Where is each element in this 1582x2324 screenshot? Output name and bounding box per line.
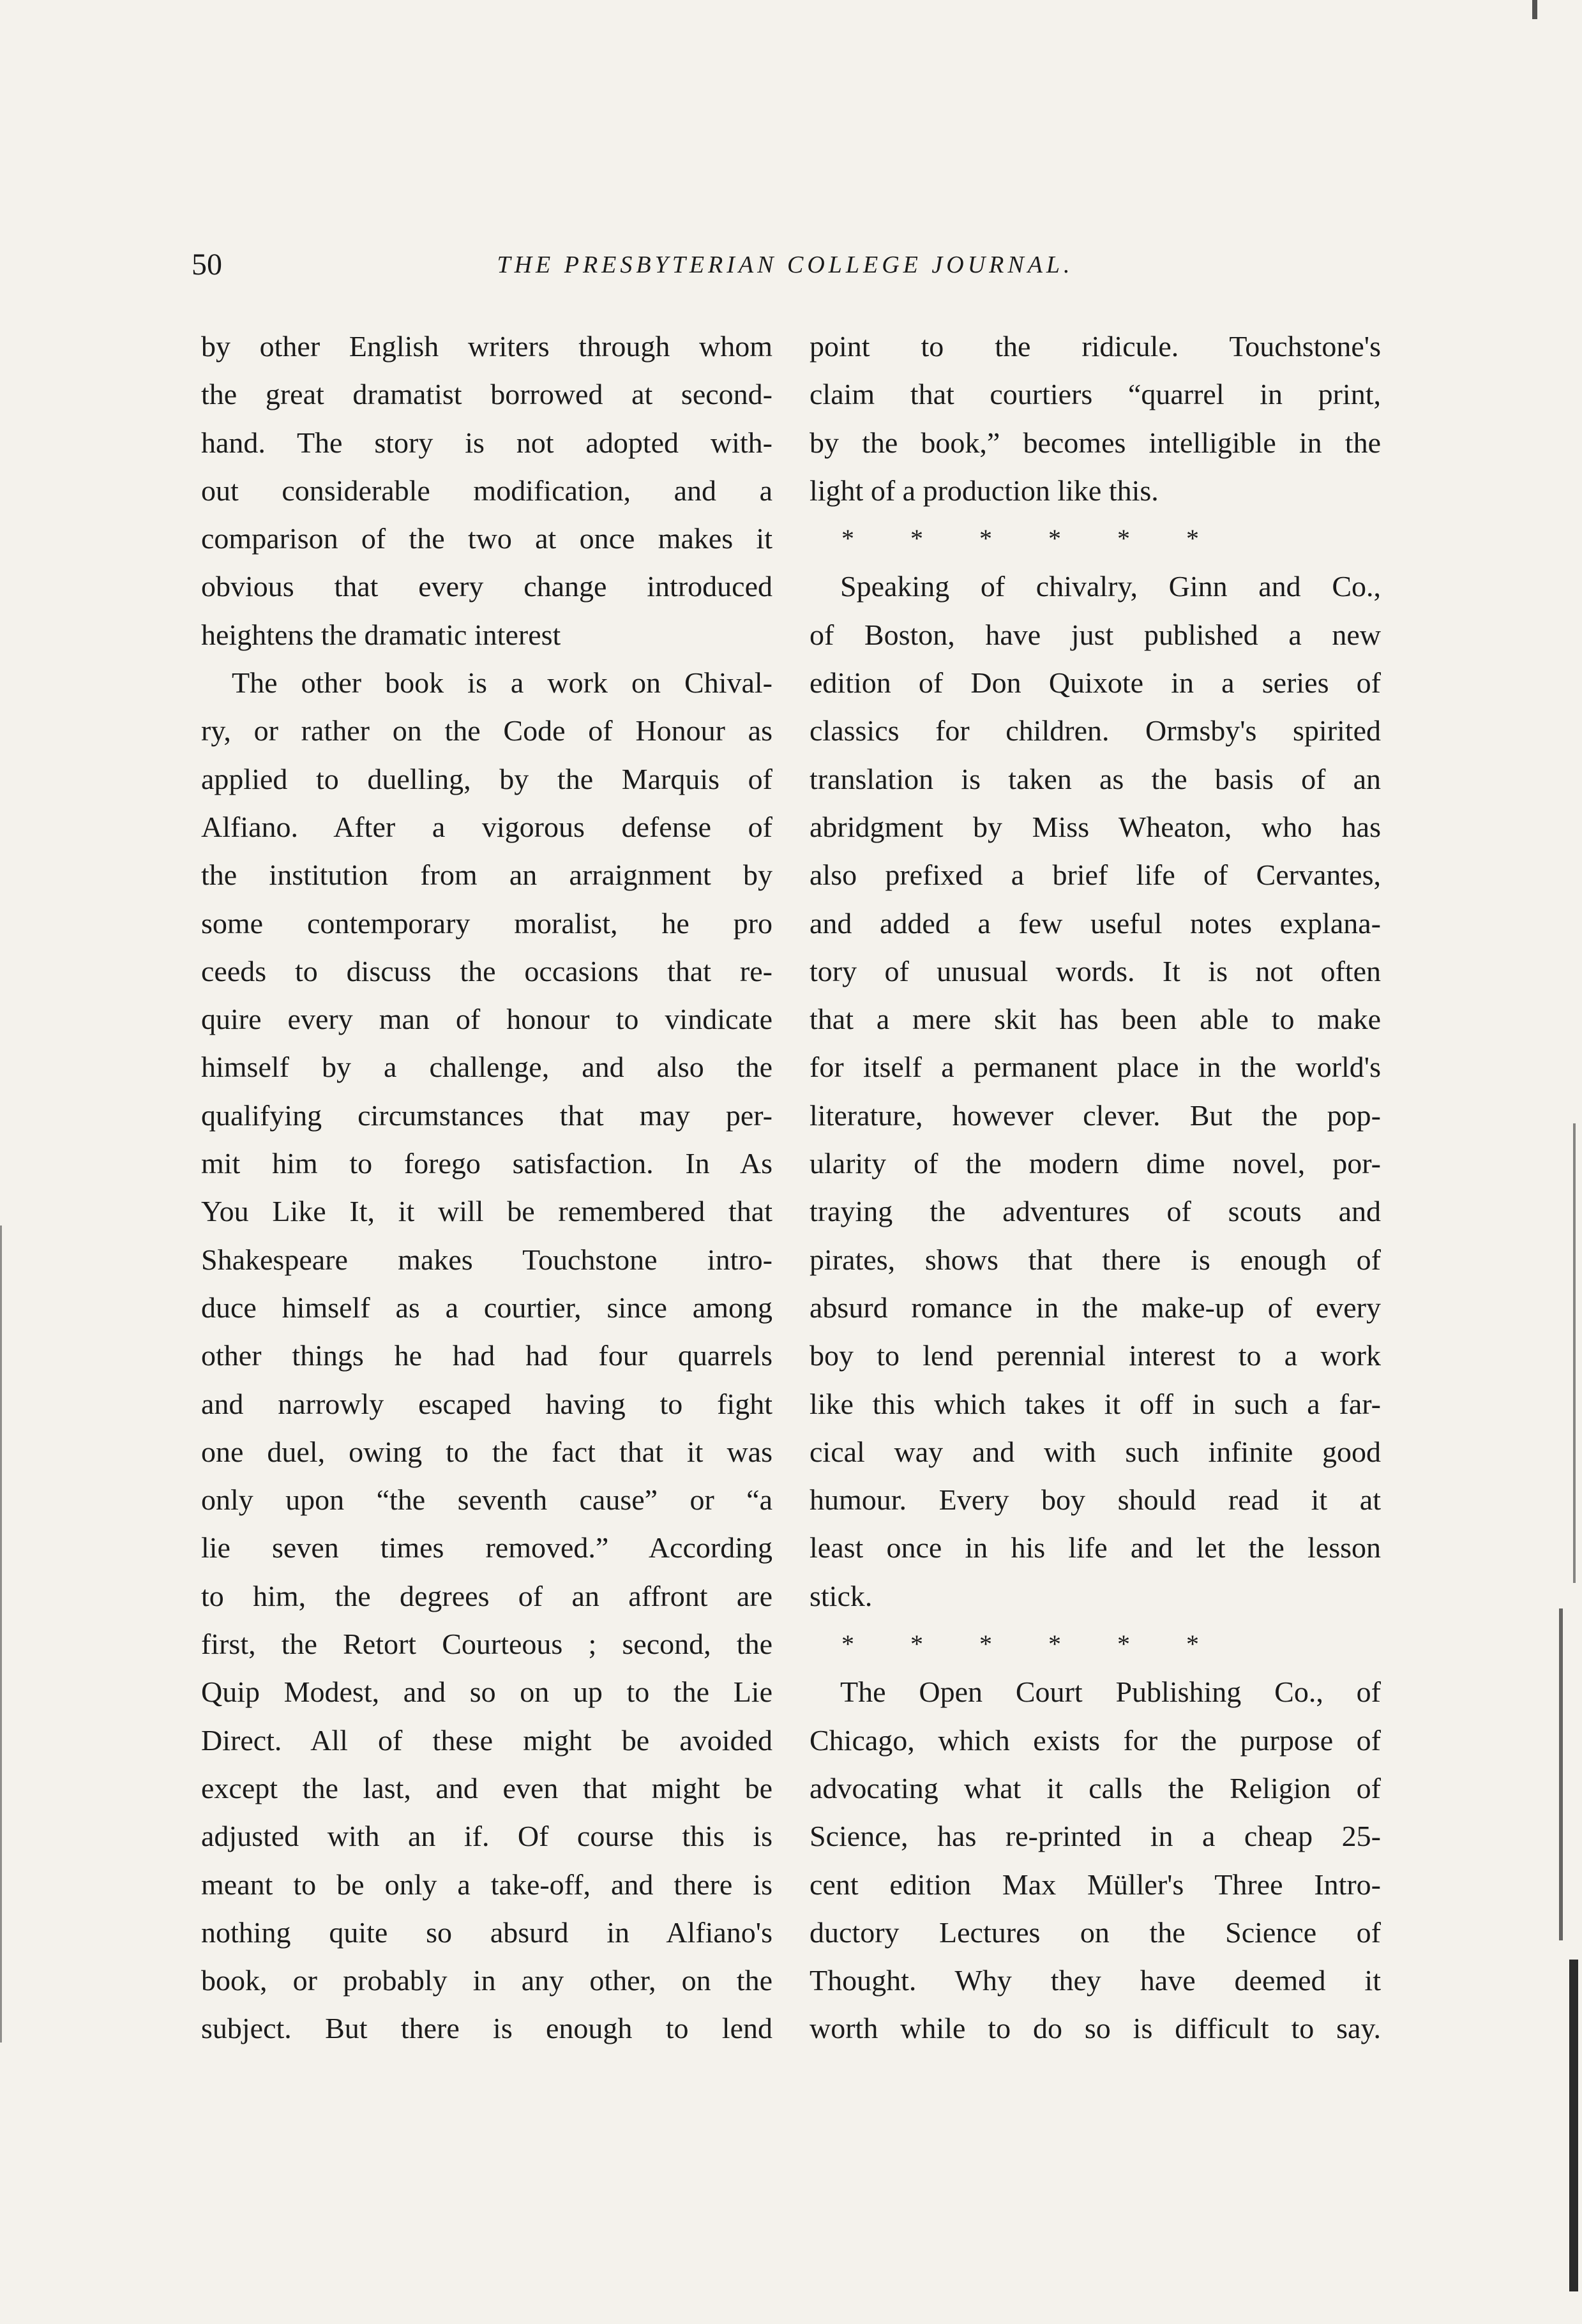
text-line: lie seven times removed.” According	[201, 1531, 772, 1564]
text-line: worth while to do so is difficult to say.	[810, 2012, 1381, 2045]
text-line: cical way and with such infinite good	[810, 1435, 1381, 1468]
paragraph-start-line: The other book is a work on Chival-	[232, 666, 772, 700]
text-line: qualifying circumstances that may per-	[201, 1098, 772, 1132]
text-line: You Like It, it will be remembered that	[201, 1195, 772, 1228]
text-line: least once in his life and let the lesson	[810, 1531, 1381, 1564]
text-line: subject. But there is enough to lend	[201, 2012, 772, 2045]
text-line: ry, or rather on the Code of Honour as	[201, 714, 772, 747]
text-line: stick.	[810, 1579, 873, 1612]
text-line: ceeds to discuss the occasions that re-	[201, 954, 772, 987]
text-line: Quip Modest, and so on up to the Lie	[201, 1676, 772, 1709]
section-separator: * * * * * *	[841, 524, 1199, 553]
text-line: cent edition Max Müller's Three Intro-	[810, 1868, 1381, 1901]
right-margin-scan-artifact	[1569, 1960, 1578, 2291]
text-line: to him, the degrees of an affront are	[201, 1579, 772, 1612]
text-line: literature, however clever. But the pop-	[810, 1098, 1381, 1132]
left-margin-scan-artifact	[0, 1226, 2, 2043]
page-header	[192, 246, 1379, 284]
text-line: Direct. All of these might be avoided	[201, 1723, 772, 1757]
text-line: pirates, shows that there is enough of	[810, 1243, 1381, 1276]
top-corner-scan-artifact	[1532, 0, 1537, 19]
text-line: obvious that every change introduced	[201, 570, 772, 603]
text-line: Thought. Why they have deemed it	[810, 1964, 1381, 1997]
section-separator: * * * * * *	[841, 1630, 1199, 1659]
text-line: point to the ridicule. Touchstone's	[810, 330, 1381, 363]
text-line: except the last, and even that might be	[201, 1771, 772, 1804]
text-line: by the book,” becomes intelligible in the	[810, 426, 1381, 459]
text-line: light of a production like this.	[810, 474, 1159, 507]
text-line: the institution from an arraignment by	[201, 858, 772, 892]
text-line: mit him to forego satisfaction. In As	[201, 1147, 772, 1180]
text-line: the great dramatist borrowed at second-	[201, 378, 772, 411]
text-line: adjusted with an if. Of course this is	[201, 1820, 772, 1853]
text-line: and added a few useful notes explana-	[810, 906, 1381, 940]
running-title: THE PRESBYTERIAN COLLEGE JOURNAL.	[497, 251, 1074, 278]
text-line: hand. The story is not adopted with-	[201, 426, 772, 459]
text-line: one duel, owing to the fact that it was	[201, 1435, 772, 1468]
text-line: heightens the dramatic interest	[201, 618, 561, 651]
text-line: classics for children. Ormsby's spirited	[810, 714, 1381, 747]
page-number: 50	[192, 248, 222, 281]
text-line: tory of unusual words. It is not often	[810, 954, 1381, 987]
text-line: only upon “the seventh cause” or “a	[201, 1483, 772, 1517]
text-line: first, the Retort Courteous ; second, the	[201, 1628, 772, 1661]
text-line: boy to lend perennial interest to a work	[810, 1339, 1381, 1372]
right-column	[810, 322, 1381, 2053]
right-margin-scan-artifact	[1573, 1123, 1576, 1583]
text-line: duce himself as a courtier, since among	[201, 1291, 772, 1324]
text-line: Alfiano. After a vigorous defense of	[201, 810, 772, 843]
text-line: also prefixed a brief life of Cervantes,	[810, 858, 1381, 892]
text-line: himself by a challenge, and also the	[201, 1051, 772, 1084]
text-line: by other English writers through whom	[201, 330, 772, 363]
text-line: applied to duelling, by the Marquis of	[201, 762, 772, 795]
text-line: that a mere skit has been able to make	[810, 1003, 1381, 1036]
text-line: ductory Lectures on the Science of	[810, 1915, 1381, 1949]
paragraph-start-line: Speaking of chivalry, Ginn and Co.,	[840, 570, 1381, 603]
paragraph-start-line: The Open Court Publishing Co., of	[840, 1676, 1381, 1709]
text-line: ularity of the modern dime novel, por-	[810, 1147, 1381, 1180]
text-line: meant to be only a take-off, and there is	[201, 1868, 772, 1901]
text-line: humour. Every boy should read it at	[810, 1483, 1381, 1517]
text-line: advocating what it calls the Religion of	[810, 1771, 1381, 1804]
text-line: out considerable modification, and a	[201, 474, 772, 507]
text-line: some contemporary moralist, he pro	[201, 906, 772, 940]
text-line: Chicago, which exists for the purpose of	[810, 1723, 1381, 1757]
text-line: of Boston, have just published a new	[810, 618, 1381, 651]
text-line: edition of Don Quixote in a series of	[810, 666, 1381, 700]
text-line: comparison of the two at once makes it	[201, 522, 772, 555]
text-line: Shakespeare makes Touchstone intro-	[201, 1243, 772, 1276]
text-line: abridgment by Miss Wheaton, who has	[810, 810, 1381, 843]
text-line: book, or probably in any other, on the	[201, 1964, 772, 1997]
text-line: quire every man of honour to vindicate	[201, 1003, 772, 1036]
text-line: for itself a permanent place in the world's	[810, 1051, 1381, 1084]
text-line: traying the adventures of scouts and	[810, 1195, 1381, 1228]
text-line: other things he had had four quarrels	[201, 1339, 772, 1372]
text-line: absurd romance in the make-up of every	[810, 1291, 1381, 1324]
text-line: nothing quite so absurd in Alfiano's	[201, 1915, 772, 1949]
text-line: translation is taken as the basis of an	[810, 762, 1381, 795]
text-line: like this which takes it off in such a far-	[810, 1387, 1381, 1420]
right-margin-scan-artifact	[1559, 1608, 1563, 1940]
text-line: and narrowly escaped having to fight	[201, 1387, 772, 1420]
text-line: Science, has re-printed in a cheap 25-	[810, 1820, 1381, 1853]
left-column	[201, 322, 772, 2053]
text-line: claim that courtiers “quarrel in print,	[810, 378, 1381, 411]
